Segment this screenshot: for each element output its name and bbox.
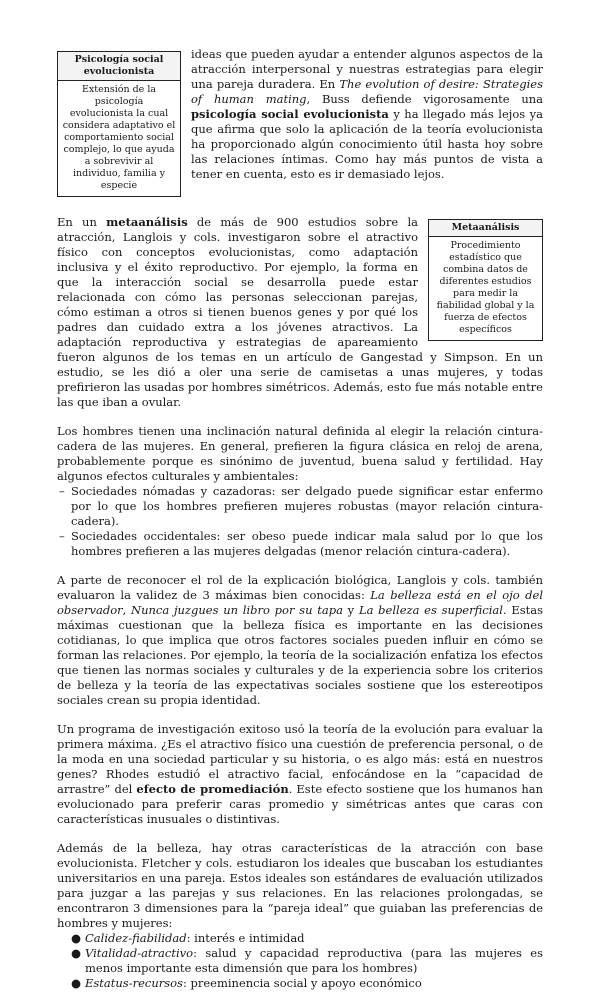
section-waist-hip: [57, 424, 543, 559]
list-item: – Sociedades nómadas y cazadoras: ser delgado puede significar estar enfermo por lo que los hombres prefieren mujeres robustas (mayor relación cintura-cadera).: [59, 484, 543, 528]
definition-box-evolutionary: [57, 51, 181, 197]
maxim-1: La belleza está en el ojo del observador: [57, 588, 543, 617]
cultural-effects-list: [57, 484, 543, 559]
key-term: efecto de promediación: [136, 782, 289, 796]
paragraph-2: En un metaanálisis de más de 900 estudios sobre la atracción, Langlois y cols. investigaron sobre el atractivo físico con conceptos evolucionistas, como adaptación inclusiva y el éxito reproductivo. Por ejemplo, la forma en que la interacción social se desarrolla puede estar relacionada con cómo las personas seleccionan parejas, cómo estiman a otros si tienen buenos genes y por qué los padres dan cuidado extra a los jóvenes atractivos. La adaptación reproductiva y estrategias de apareamiento fueron algunos de los temas en un artículo de Gangestad y Simpson. En un estudio, se les dió a oler una serie de camisetas a unas mujeres, y todas prefirieron las usadas por hombres simétricos. Además, esto fue más notable entre las que iban a ovular.: [57, 215, 543, 409]
bullet-icon: ●: [71, 931, 82, 945]
maxim-3: La belleza es superficial: [358, 603, 503, 617]
definition-box-metaanalysis: [428, 219, 543, 341]
document-page: [57, 47, 543, 1005]
key-term: metaanálisis: [106, 215, 188, 229]
section-metaanalysis: [57, 215, 543, 410]
section-evolutionary: [57, 47, 543, 201]
section-maxims: [57, 573, 543, 708]
key-term: psicología social evolucionista: [191, 107, 389, 121]
list-item: ● Estatus-recursos: preeminencia social y apoyo económico: [71, 976, 422, 990]
list-item: ● Calidez-fiabilidad: interés e intimidad: [71, 931, 305, 945]
maxim-2: Nunca juzgues un libro por su tapa: [131, 603, 343, 617]
bullet-icon: ●: [71, 946, 82, 960]
paragraph-4: A parte de reconocer el rol de la explicación biológica, Langlois y cols. también evaluaron la validez de 3 máximas bien conocidas: La belleza está en el ojo del observador, Nunca juzgues un libro por su tapa y La belleza es superficial. Estas máximas cuestionan que la belleza física es importante en las decisiones cotidianas, lo que implica que otros factores sociales pueden influir en cómo se forman las relaciones. Por ejemplo, la teoría de la socialización enfatiza los efectos que tienen las normas sociales y culturales y de la experiencia sobre los criterios de belleza y la teoría de las expectativas sociales sostiene que los estereotipos sociales crean su propia identidad.: [57, 573, 543, 707]
paragraph-1: ideas que pueden ayudar a entender algunos aspectos de la atracción interpersonal y nuestras estrategias para elegir una pareja duradera. En The evolution of desire: Strategies of human mating, Buss defiende vigorosamente una psicología social evolucionista y ha llegado más lejos ya que afirma que solo la aplicación de la teoría evolucionista ha proporcionado algún conocimiento útil hasta hoy sobre las relaciones íntimas. Como hay más puntos de vista a tener en cuenta, esto es ir demasiado lejos.: [191, 47, 543, 181]
section-ideal-partner: [57, 841, 543, 991]
definition-box-title: Psicología social evolucionista: [58, 52, 180, 81]
definition-box-body: Procedimiento estadístico que combina datos de diferentes estudios para medir la fiabilidad global y la fuerza de efectos específicos: [436, 240, 535, 335]
list-item: ● Vitalidad-atractivo: salud y capacidad reproductiva (para las mujeres es menos importante esta dimensión que para los hombres): [71, 946, 543, 975]
paragraph-3: Los hombres tienen una inclinación natural definida al elegir la relación cintura-cadera de las mujeres. En general, prefieren la figura clásica en reloj de arena, probablemente porque es sinónimo de juventud, buena salud y fertilidad. Hay algunos efectos culturales y ambientales:: [57, 424, 543, 483]
paragraph-5: Un programa de investigación exitoso usó la teoría de la evolución para evaluar la primera máxima. ¿Es el atractivo físico una cuestión de preferencia personal, o de la moda en una sociedad particular y su historia, o es algo más: está en nuestros genes? Rhodes estudió el atractivo facial, enfocándose en la “capacidad de arrastre” del efecto de promediación. Este efecto sostiene que los humanos han evolucionado para preferir caras promedio y simétricas antes que caras con características inusuales o distintivas.: [57, 722, 543, 826]
book-title: The evolution of desire: Strategies of human mating: [191, 77, 543, 106]
ideal-partner-dimensions-list: [57, 931, 543, 991]
definition-box-title: Metaanálisis: [429, 220, 542, 237]
list-item: – Sociedades occidentales: ser obeso puede indicar mala salud por lo que los hombres prefieren a las mujeres delgadas (menor relación cintura-cadera).: [59, 529, 543, 558]
section-averaging: [57, 722, 543, 827]
bullet-icon: ●: [71, 976, 82, 990]
definition-box-body: Extensión de la psicología evolucionista la cual considera adaptativo el comportamiento social complejo, lo que ayuda a sobrevivir al individuo, familia y especie: [62, 84, 176, 191]
paragraph-6: Además de la belleza, hay otras características de la atracción con base evolucionista. Fletcher y cols. estudiaron los ideales que buscaban los estudiantes universitarios en una pareja. Estos ideales son estándares de evaluación utilizados para juzgar a las parejas y sus relaciones. En las relaciones prolongadas, se encontraron 3 dimensiones para la “pareja ideal” que guiaban las preferencias de hombres y mujeres:: [57, 841, 543, 930]
